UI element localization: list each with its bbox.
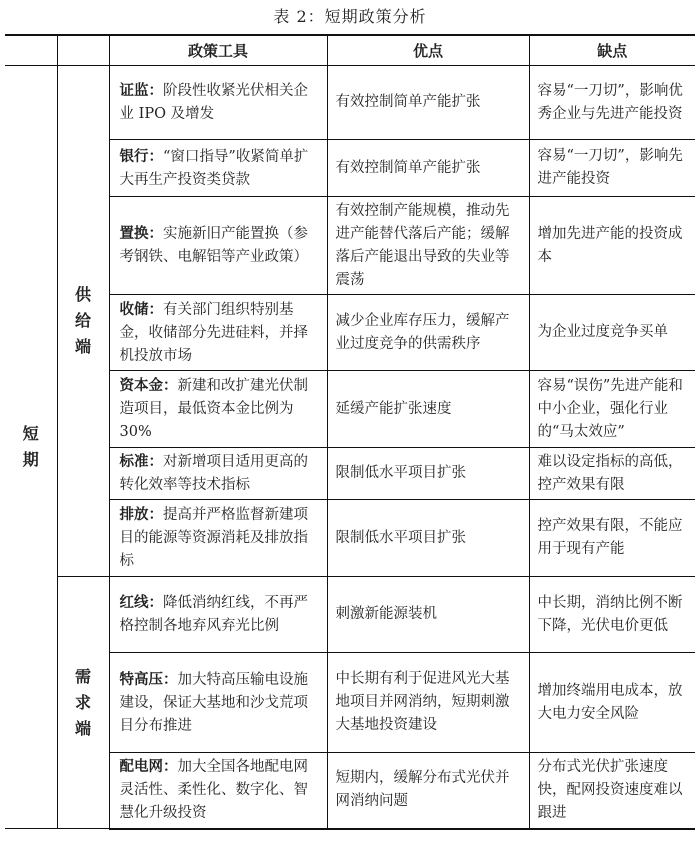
tool-cell: 资本金：新建和改扩建光伏制造项目，最低资本金比例为 30%: [109, 371, 327, 448]
demand-side-cell: 需 求 端: [57, 577, 109, 829]
tool-cell: 银行：“窗口指导”收紧简单扩大再生产投资类贷款: [109, 140, 327, 197]
pro-cell: 有效控制简单产能扩张: [327, 66, 529, 140]
table-row: [5, 197, 695, 295]
header-pro: 优点: [327, 35, 529, 66]
table-row: [5, 577, 695, 653]
table-row: [5, 500, 695, 577]
table-caption: 表 2：短期政策分析: [273, 7, 427, 26]
table-row: [5, 753, 695, 829]
con-cell: 中长期，消纳比例不断下降，光伏电价更低: [529, 577, 695, 653]
table-row: [5, 448, 695, 500]
header-blank-2: [57, 35, 109, 66]
supply-side-cell: 供 给 端: [57, 66, 109, 577]
policy-table: [5, 34, 695, 830]
con-cell: 为企业过度竞争买单: [529, 295, 695, 371]
tool-cell: 特高压：加大特高压输电设施建设，保证大基地和沙戈荒项目分布推进: [109, 653, 327, 753]
header-tool: 政策工具: [109, 35, 327, 66]
table-row: [5, 140, 695, 197]
con-cell: 难以设定指标的高低，控产效果有限: [529, 448, 695, 500]
con-cell: 增加终端用电成本，放大电力安全风险: [529, 653, 695, 753]
table-row: [5, 66, 695, 140]
tool-cell: 标准：对新增项目适用更高的转化效率等技术指标: [109, 448, 327, 500]
tool-cell: 置换：实施新旧产能置换（参考钢铁、电解铝等产业政策）: [109, 197, 327, 295]
tool-cell: 配电网：加大全国各地配电网灵活性、柔性化、数字化、智慧化升级投资: [109, 753, 327, 829]
pro-cell: 减少企业库存压力，缓解产业过度竞争的供需秩序: [327, 295, 529, 371]
pro-cell: 延缓产能扩张速度: [327, 371, 529, 448]
con-cell: 增加先进产能的投资成本: [529, 197, 695, 295]
header-blank-1: [5, 35, 57, 66]
pro-cell: 有效控制产能规模，推动先进产能替代落后产能；缓解落后产能退出导致的失业等震荡: [327, 197, 529, 295]
header-row: [5, 35, 695, 66]
pro-cell: 短期内，缓解分布式光伏并网消纳问题: [327, 753, 529, 829]
con-cell: 分布式光伏扩张速度快，配网投资速度难以跟进: [529, 753, 695, 829]
tool-cell: 证监：阶段性收紧光伏相关企业 IPO 及增发: [109, 66, 327, 140]
pro-cell: 有效控制简单产能扩张: [327, 140, 529, 197]
con-cell: 容易“误伤”先进产能和中小企业，强化行业的“马太效应”: [529, 371, 695, 448]
tool-cell: 收储：有关部门组织特别基金，收储部分先进硅料，并择机投放市场: [109, 295, 327, 371]
tool-cell: 排放：提高并严格监督新建项目的能源等资源消耗及排放指标: [109, 500, 327, 577]
header-con: 缺点: [529, 35, 695, 66]
con-cell: 容易“一刀切”，影响先进产能投资: [529, 140, 695, 197]
pro-cell: 刺激新能源装机: [327, 577, 529, 653]
pro-cell: 限制低水平项目扩张: [327, 500, 529, 577]
con-cell: 容易“一刀切”，影响优秀企业与先进产能投资: [529, 66, 695, 140]
table-row: [5, 653, 695, 753]
tool-cell: 红线：降低消纳红线，不再严格控制各地弃风弃光比例: [109, 577, 327, 653]
table-row: [5, 371, 695, 448]
con-cell: 控产效果有限，不能应用于现有产能: [529, 500, 695, 577]
pro-cell: 中长期有利于促进风光大基地项目并网消纳，短期刺激大基地投资建设: [327, 653, 529, 753]
table-row: [5, 295, 695, 371]
term-cell: 短 期: [5, 66, 57, 829]
pro-cell: 限制低水平项目扩张: [327, 448, 529, 500]
